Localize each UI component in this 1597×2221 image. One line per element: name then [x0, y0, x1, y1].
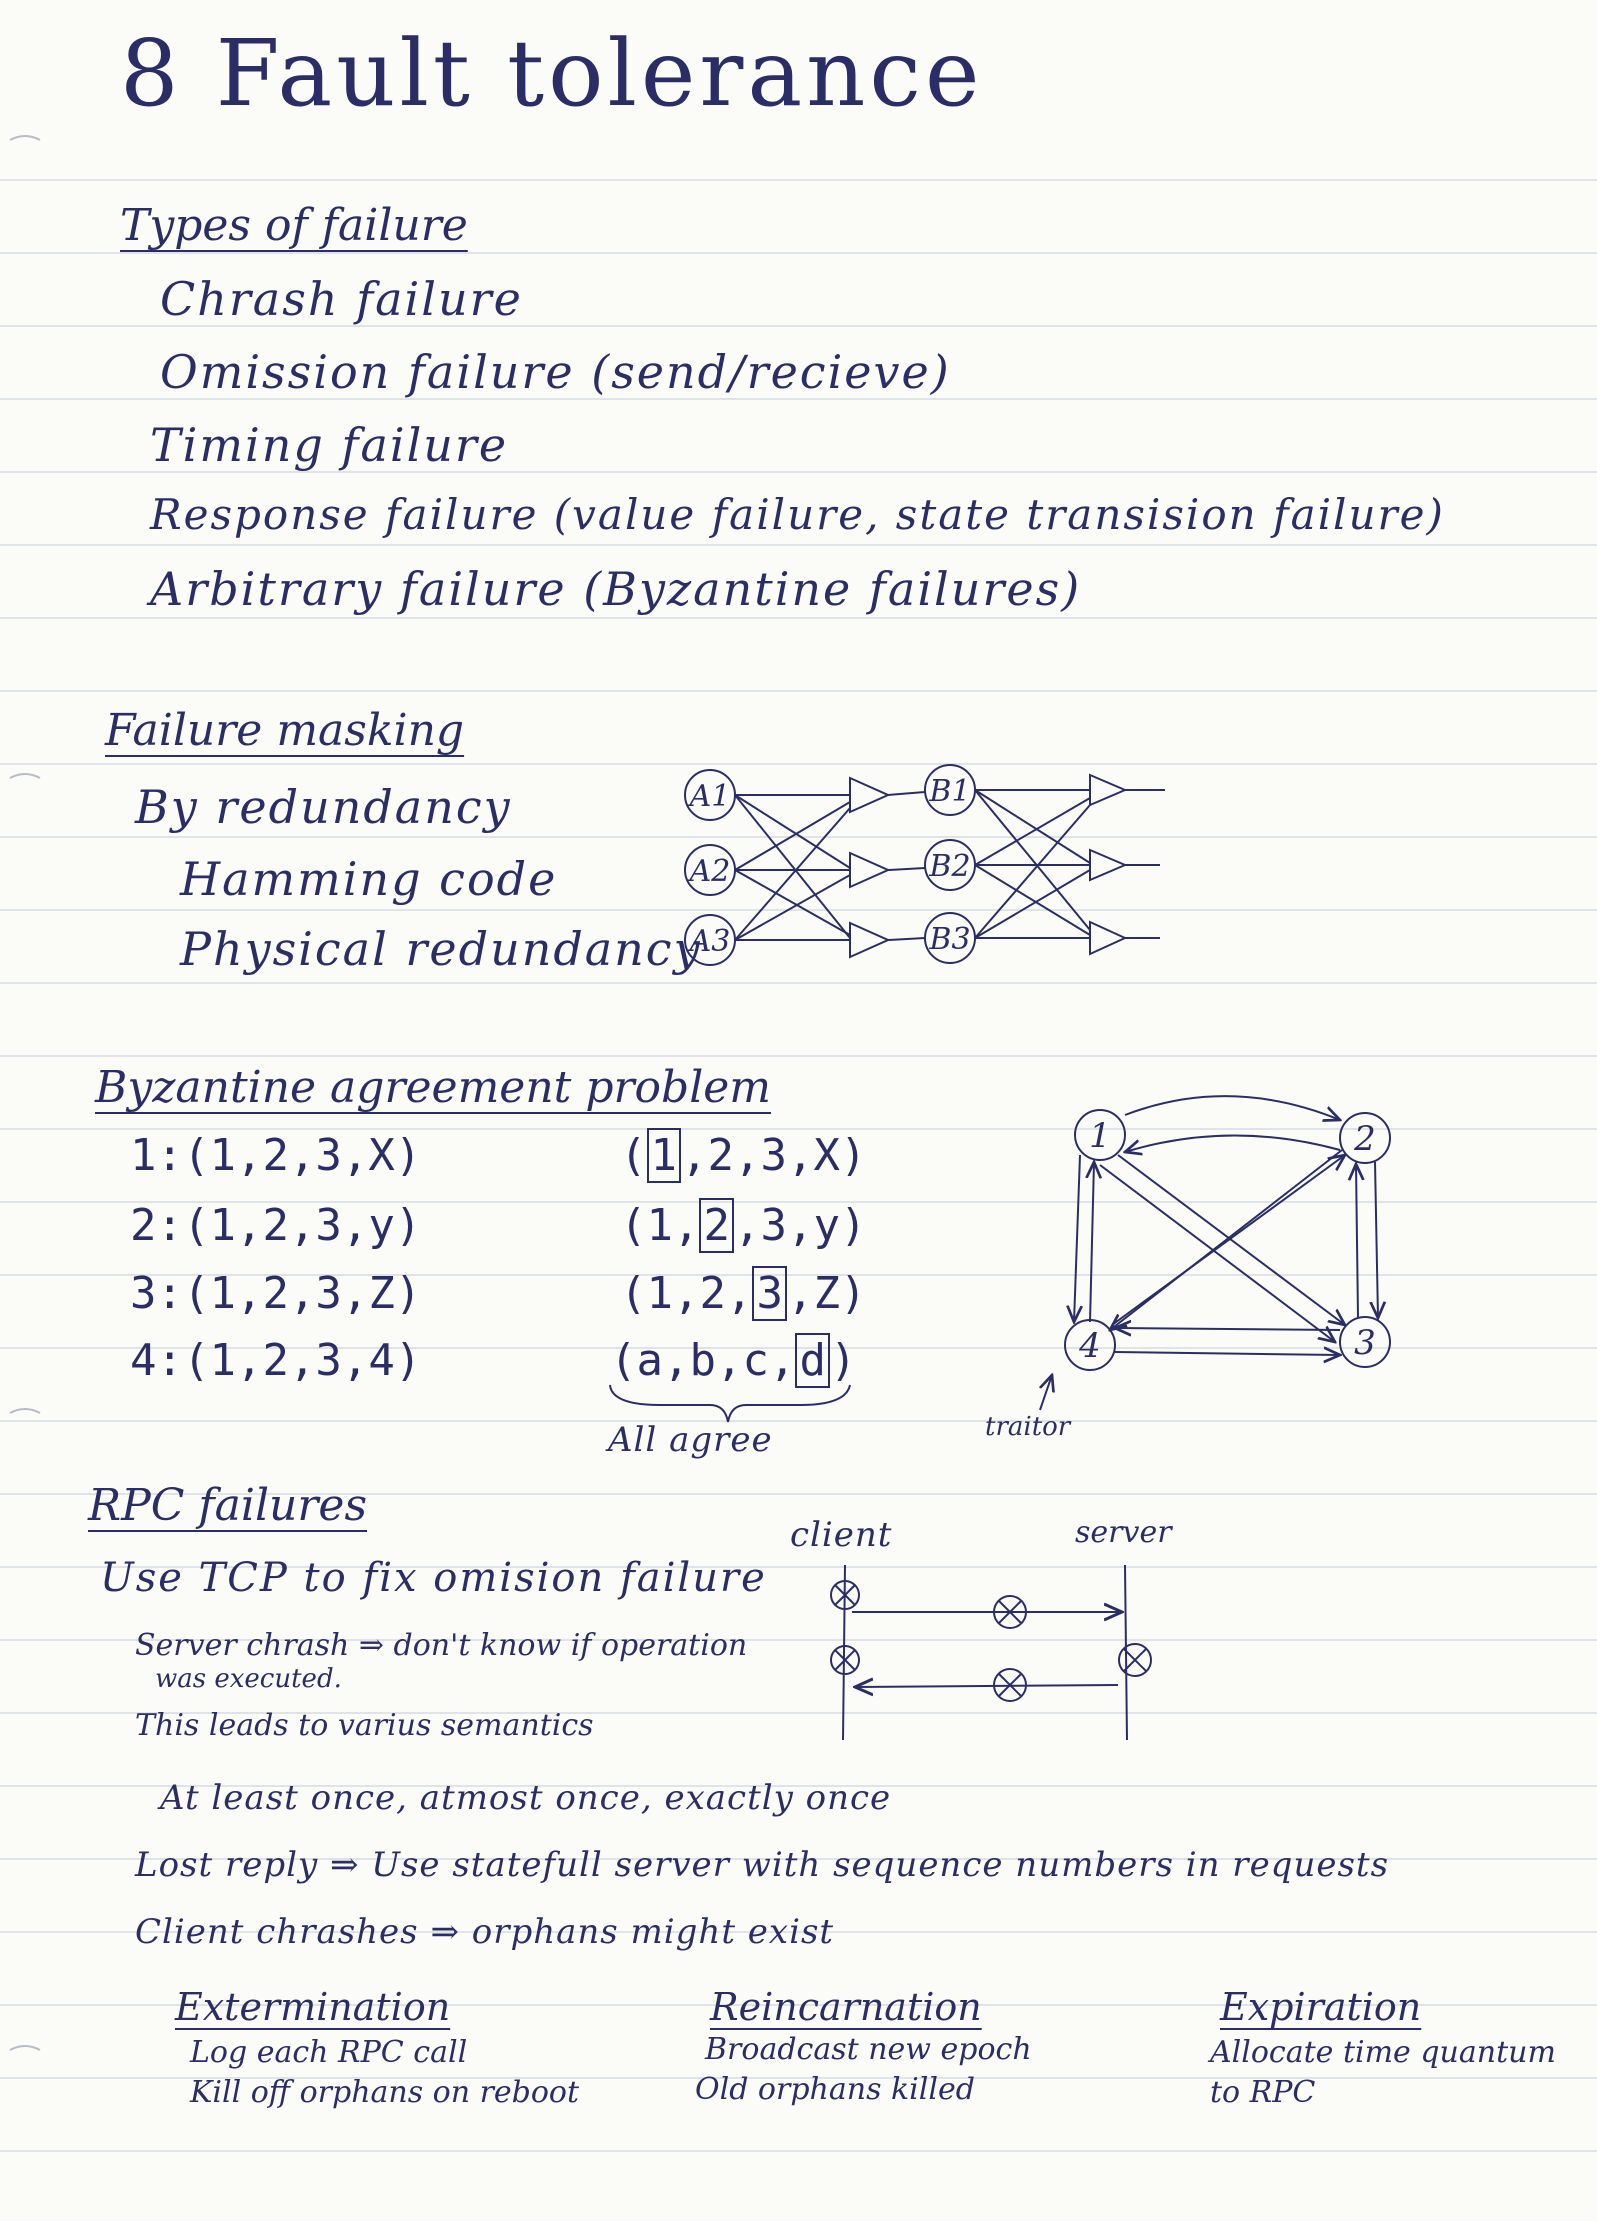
byz-right-post: ) — [829, 1335, 857, 1386]
rpc-line: Client chrashes ⇒ orphans might exist — [135, 1912, 835, 1952]
traitor-label: traitor — [985, 1412, 1071, 1442]
byz-right-row — [620, 1268, 866, 1319]
orphan-line: Kill off orphans on reboot — [190, 2075, 580, 2110]
byz-right-pre: (a,b,c, — [610, 1335, 796, 1386]
masking-item: By redundancy — [135, 780, 512, 834]
graph-node-1-label: 1 — [1089, 1116, 1111, 1156]
node-a3-label: A3 — [689, 924, 731, 959]
byz-right-pre: ( — [620, 1130, 647, 1181]
graph-node-2-label: 2 — [1354, 1119, 1376, 1159]
byz-right-post: ,Z) — [786, 1268, 867, 1319]
type-item: Response failure (value failure, state transision failure) — [150, 490, 1445, 539]
rpc-heading: RPC failures — [88, 1480, 368, 1531]
rpc-line: Server chrash ⇒ don't know if operation — [135, 1628, 748, 1663]
page-title: 8 Fault tolerance — [120, 20, 984, 127]
agree-label: All agree — [608, 1420, 773, 1460]
node-b3-label: B3 — [929, 922, 971, 957]
masking-heading: Failure masking — [105, 705, 465, 756]
orphan-line: Allocate time quantum — [1210, 2035, 1556, 2070]
node-a1-label: A1 — [689, 779, 731, 814]
orphan-heading-extermination: Extermination — [175, 1985, 451, 2029]
node-a2-label: A2 — [689, 854, 731, 889]
orphan-line: to RPC — [1210, 2075, 1316, 2110]
byz-left-row: 3:(1,2,3,Z) — [130, 1268, 422, 1319]
orphan-line: Log each RPC call — [190, 2035, 468, 2070]
byz-right-pre: (1,2, — [620, 1268, 753, 1319]
client-label: client — [790, 1515, 893, 1555]
orphan-line: Old orphans killed — [695, 2072, 975, 2107]
byz-right-box: 3 — [752, 1266, 787, 1321]
masking-item: Hamming code — [180, 852, 558, 906]
byz-right-post: ,2,3,X) — [681, 1130, 867, 1181]
byz-right-pre: (1, — [620, 1200, 700, 1251]
graph-node-4-label: 4 — [1079, 1326, 1101, 1366]
byz-right-row — [620, 1200, 866, 1251]
byz-right-row — [620, 1130, 866, 1181]
type-item: Omission failure (send/recieve) — [160, 345, 951, 399]
byz-left-row: 1:(1,2,3,X) — [130, 1130, 422, 1181]
rpc-line: Use TCP to fix omision failure — [100, 1555, 767, 1601]
byz-left-row: 4:(1,2,3,4) — [130, 1335, 422, 1386]
byz-left-row: 2:(1,2,3,y) — [130, 1200, 422, 1251]
orphan-line: Broadcast new epoch — [705, 2032, 1032, 2067]
rpc-line: was executed. — [155, 1664, 342, 1694]
type-item: Arbitrary failure (Byzantine failures) — [150, 562, 1082, 616]
byz-right-box: 2 — [699, 1198, 734, 1253]
redundancy-diagram — [670, 750, 1190, 980]
server-label: server — [1075, 1515, 1172, 1550]
rpc-line: Lost reply ⇒ Use statefull server with sequence numbers in requests — [135, 1845, 1390, 1885]
graph-node-3-label: 3 — [1354, 1323, 1376, 1363]
type-item: Chrash failure — [160, 272, 523, 326]
byzantine-heading: Byzantine agreement problem — [95, 1062, 772, 1113]
byz-right-box: 1 — [647, 1128, 682, 1183]
orphan-heading-expiration: Expiration — [1220, 1985, 1422, 2029]
byzantine-graph — [1030, 1080, 1430, 1440]
byz-right-post: ,3,y) — [733, 1200, 867, 1251]
masking-item: Physical redundancy — [180, 922, 702, 976]
rpc-line: At least once, atmost once, exactly once — [160, 1778, 892, 1818]
node-b1-label: B1 — [929, 774, 971, 809]
node-b2-label: B2 — [929, 849, 971, 884]
byz-right-box: d — [795, 1333, 830, 1388]
rpc-line: This leads to varius semantics — [135, 1708, 594, 1743]
byz-right-row — [610, 1335, 856, 1386]
type-item: Timing failure — [150, 418, 509, 472]
orphan-heading-reincarnation: Reincarnation — [710, 1985, 982, 2029]
types-heading: Types of failure — [120, 200, 468, 251]
rpc-sequence-diagram — [800, 1560, 1200, 1750]
